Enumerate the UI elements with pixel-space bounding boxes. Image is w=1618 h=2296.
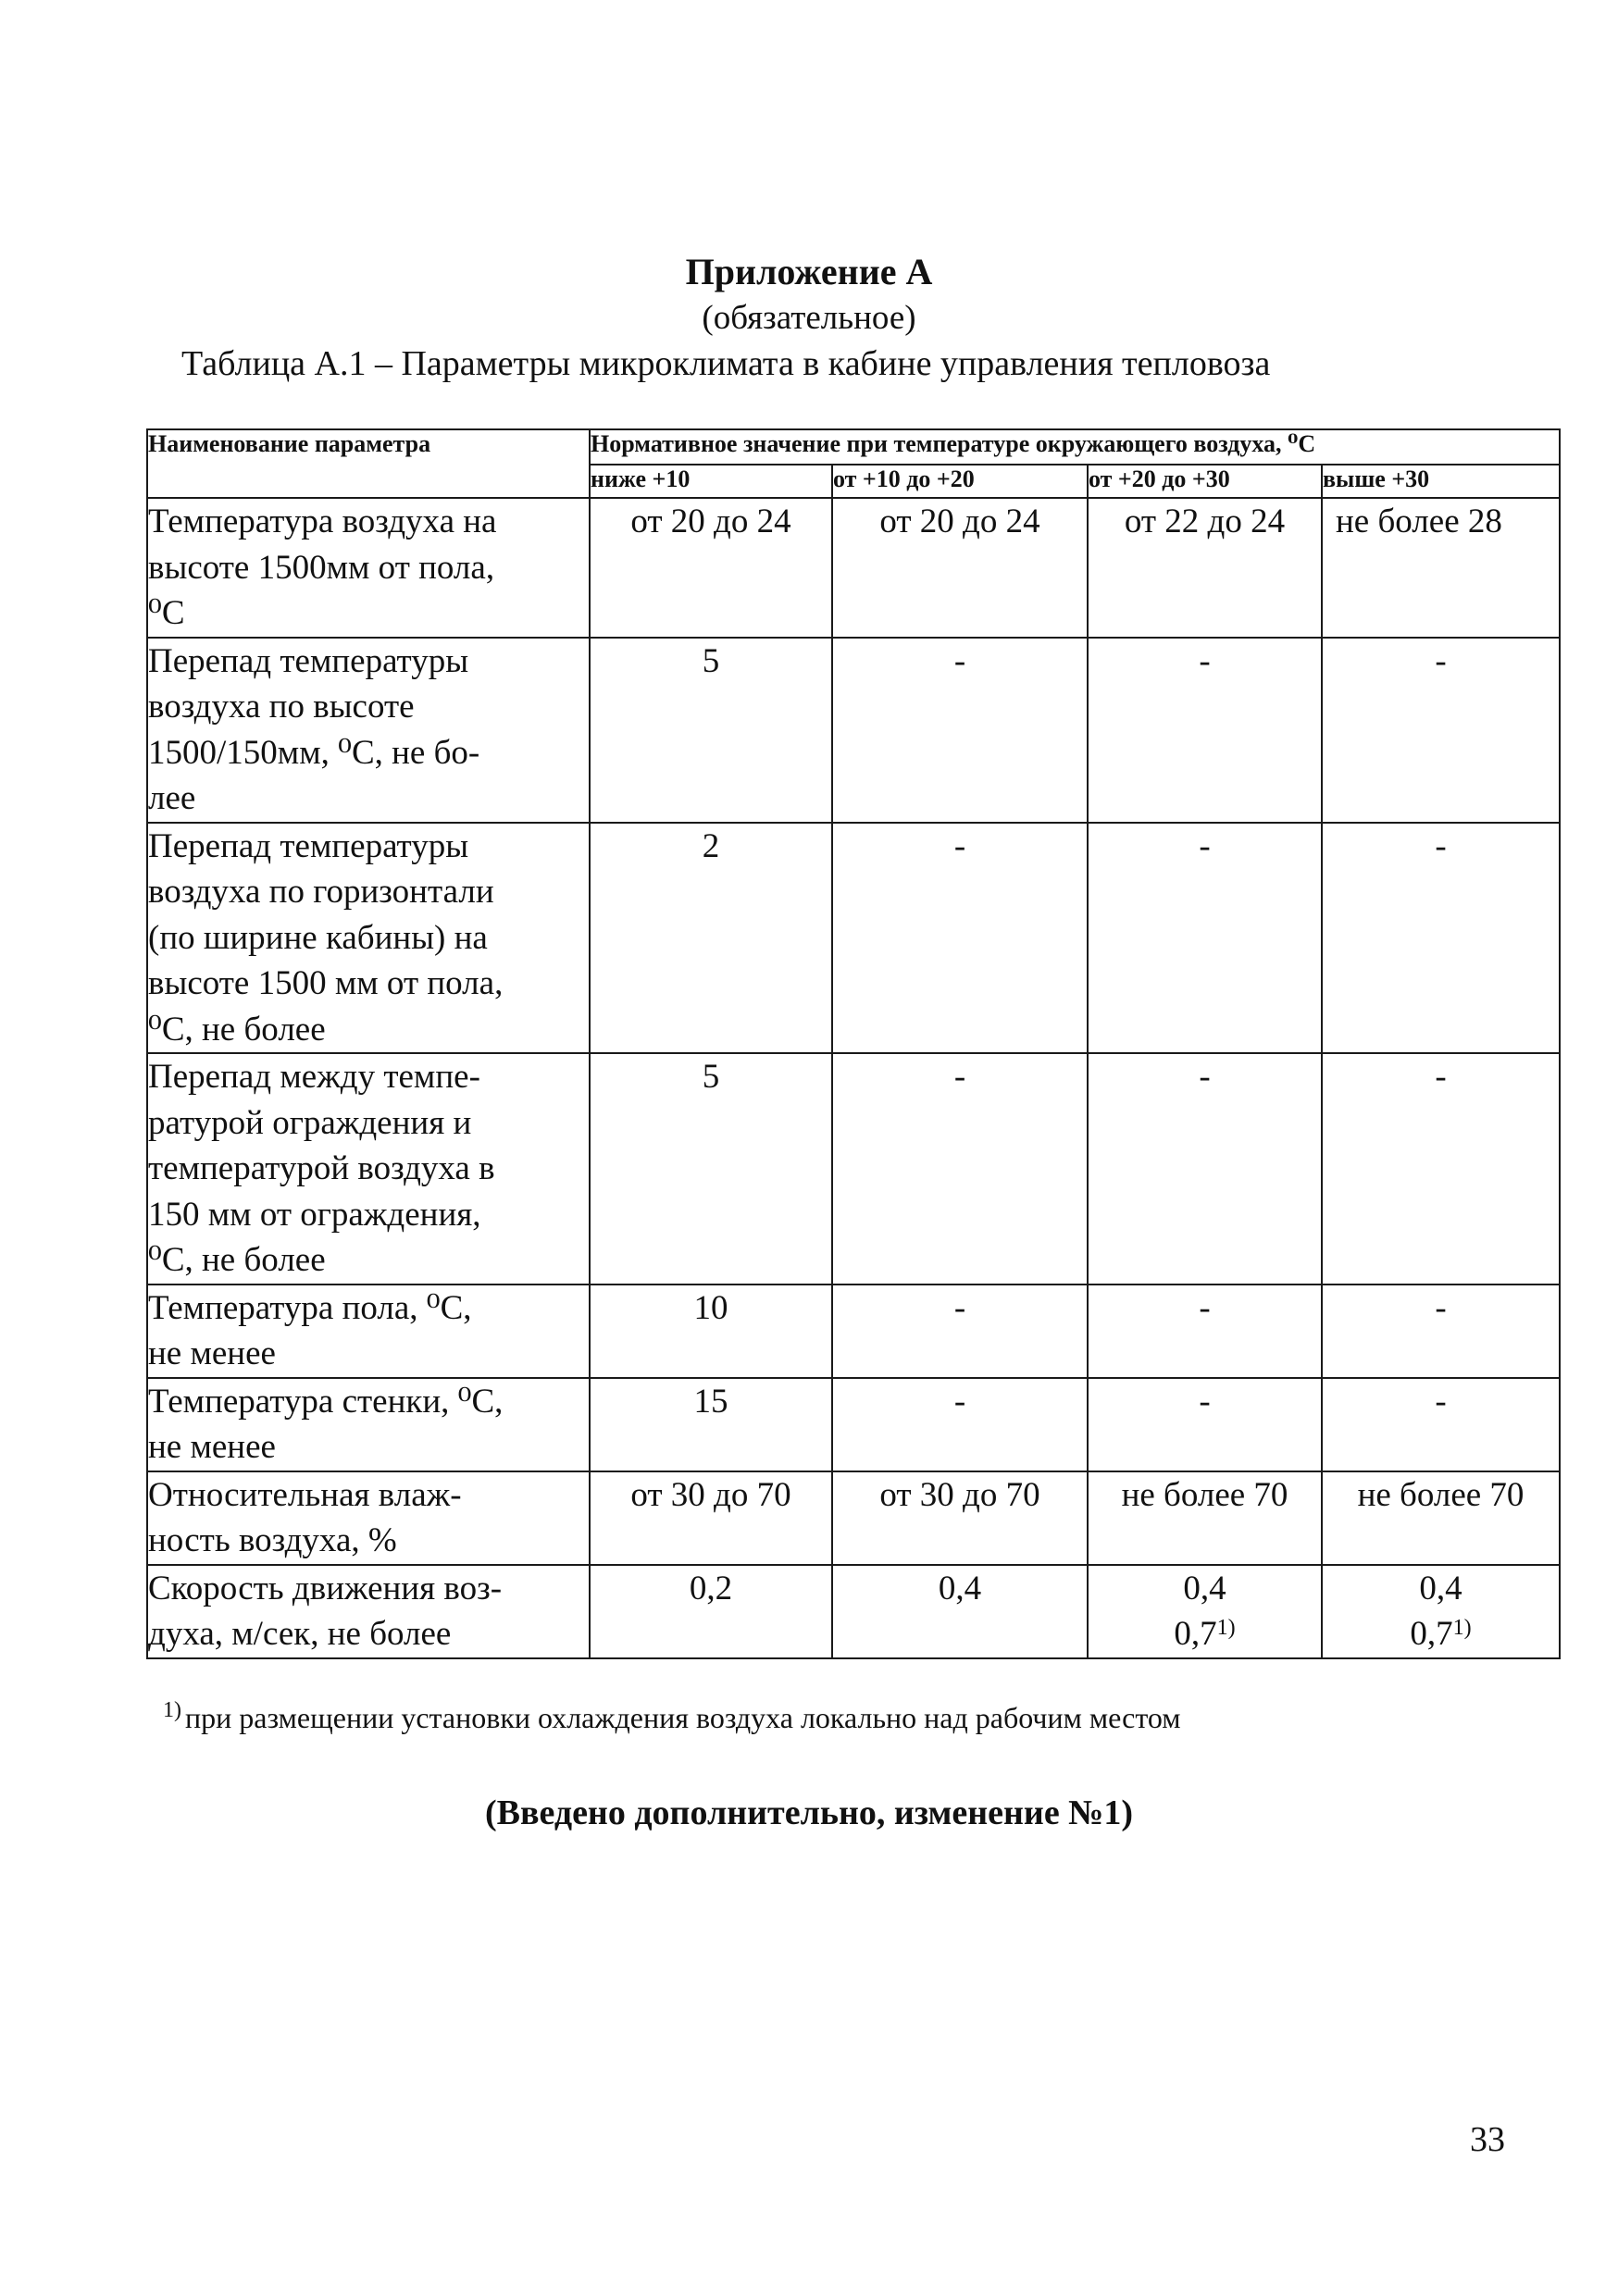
value-cell <box>1088 1285 1322 1378</box>
value-cell <box>832 1285 1088 1378</box>
parameter-name-line: духа, м/сек, не более <box>148 1615 452 1653</box>
value-cell <box>1322 1471 1560 1565</box>
value-text: - <box>1435 641 1447 680</box>
value-text: не более 70 <box>1357 1475 1525 1514</box>
table-row <box>147 1378 1560 1471</box>
parameter-name-line: ⁰С, не более <box>148 1241 326 1279</box>
value-cell <box>1322 823 1560 1054</box>
value-cell <box>832 1053 1088 1285</box>
table-row <box>147 638 1560 823</box>
footnote <box>163 1698 1181 1735</box>
value-cell <box>1322 498 1560 638</box>
amendment-note: (Введено дополнительно, изменение №1) <box>484 1793 1134 1832</box>
value-extra <box>1323 1611 1559 1657</box>
table-row <box>147 1053 1560 1285</box>
table-body <box>147 498 1560 1658</box>
appendix-subtitle: (обязательное) <box>702 299 916 337</box>
value-extra-text: 0,7 <box>1410 1615 1453 1653</box>
value-cell <box>1322 1378 1560 1471</box>
value-extra <box>1089 1611 1321 1657</box>
value-text: 0,4 <box>938 1569 982 1607</box>
value-cell <box>1322 1285 1560 1378</box>
value-cell <box>1322 1565 1560 1658</box>
parameter-name-cell <box>147 1378 590 1471</box>
parameter-name-line: ⁰С <box>148 594 185 632</box>
parameter-name-line: ратурой ограждения и <box>148 1103 472 1142</box>
parameter-name-line: Скорость движения воз- <box>148 1569 503 1607</box>
value-cell <box>590 1471 832 1565</box>
value-text: 15 <box>693 1382 728 1421</box>
parameter-name-line: ⁰С, не более <box>148 1010 326 1049</box>
table-row <box>147 823 1560 1054</box>
footnote-ref: 1) <box>1216 1616 1236 1640</box>
table-row <box>147 1285 1560 1378</box>
value-cell <box>1088 498 1322 638</box>
value-text: 0,4 <box>1183 1569 1226 1607</box>
parameter-name-line: (по ширине кабины) на <box>148 918 488 957</box>
value-cell <box>1088 1378 1322 1471</box>
value-cell <box>832 1471 1088 1565</box>
value-text: не более 28 <box>1336 503 1502 540</box>
microclimate-table <box>146 428 1561 1659</box>
parameter-name-line: температурой воздуха в <box>148 1149 495 1187</box>
value-cell <box>1088 823 1322 1054</box>
parameter-name-cell <box>147 638 590 823</box>
parameter-name-line: Температура стенки, ⁰С, <box>148 1382 504 1421</box>
column-header: выше +30 <box>1322 465 1560 498</box>
value-text: - <box>1199 1382 1211 1421</box>
parameter-name-line: Температура воздуха на <box>148 503 497 540</box>
value-cell <box>1322 1053 1560 1285</box>
value-text: 0,2 <box>689 1569 733 1607</box>
value-cell <box>832 1565 1088 1658</box>
table-row <box>147 1471 1560 1565</box>
parameter-name-line: не менее <box>148 1334 276 1372</box>
value-cell <box>590 1378 832 1471</box>
value-text: 5 <box>702 1058 720 1096</box>
value-text: не более 70 <box>1121 1475 1288 1514</box>
footnote-ref: 1) <box>1452 1616 1472 1640</box>
parameter-name-line: лее <box>148 779 196 817</box>
value-text: - <box>953 1058 966 1096</box>
parameter-name-line: воздуха по высоте <box>148 688 415 726</box>
value-text: - <box>1435 1382 1447 1421</box>
parameter-name-line: ность воздуха, % <box>148 1521 397 1559</box>
value-text: - <box>953 826 966 865</box>
value-cell <box>590 1565 832 1658</box>
value-text: от 20 до 24 <box>630 503 791 540</box>
value-text: от 20 до 24 <box>879 503 1040 540</box>
value-text: 0,4 <box>1419 1569 1462 1607</box>
parameter-name-line: высоте 1500мм от пола, <box>148 548 495 587</box>
value-text: - <box>1435 1288 1447 1327</box>
value-text: 5 <box>702 641 720 680</box>
column-header: от +20 до +30 <box>1088 465 1322 498</box>
parameter-name-cell <box>147 498 590 638</box>
value-text: - <box>953 641 966 680</box>
parameter-name-line: Перепад между темпе- <box>148 1058 480 1096</box>
table-row <box>147 498 1560 638</box>
parameter-name-line: воздуха по горизонтали <box>148 873 494 911</box>
column-header: от +10 до +20 <box>832 465 1088 498</box>
parameter-name-cell <box>147 823 590 1054</box>
value-text: - <box>1199 826 1211 865</box>
value-text: от 30 до 70 <box>879 1475 1040 1514</box>
value-text: - <box>953 1382 966 1421</box>
value-text: 10 <box>693 1288 728 1327</box>
value-cell <box>590 1053 832 1285</box>
value-text: - <box>953 1288 966 1327</box>
parameter-name-line: не менее <box>148 1428 276 1466</box>
table-row <box>147 1565 1560 1658</box>
value-cell <box>1088 1471 1322 1565</box>
page-number: 33 <box>1470 2120 1505 2159</box>
value-cell <box>1088 638 1322 823</box>
normative-value-header: Нормативное значение при температуре окружающего воздуха, ⁰С <box>590 429 1560 465</box>
value-text: - <box>1435 1058 1447 1096</box>
value-text: - <box>1199 1058 1211 1096</box>
parameter-name-line: Перепад температуры <box>148 826 469 865</box>
parameter-name-cell <box>147 1053 590 1285</box>
value-text: от 22 до 24 <box>1124 503 1286 540</box>
parameter-name-line: высоте 1500 мм от пола, <box>148 964 504 1002</box>
value-cell <box>832 498 1088 638</box>
value-cell <box>1322 638 1560 823</box>
value-cell <box>832 1378 1088 1471</box>
parameter-name-line: Относительная влаж- <box>148 1475 462 1514</box>
value-cell <box>590 823 832 1054</box>
parameter-name-line: Температура пола, ⁰С, <box>148 1288 472 1327</box>
parameter-name-line: Перепад температуры <box>148 641 469 680</box>
value-text: от 30 до 70 <box>630 1475 791 1514</box>
value-cell <box>832 638 1088 823</box>
table-caption: Таблица А.1 – Параметры микроклимата в кабине управления тепловоза <box>181 344 1271 383</box>
value-text: - <box>1199 641 1211 680</box>
footnote-text: при размещении установки охлаждения воздуха локально над рабочим местом <box>185 1701 1181 1734</box>
value-text: - <box>1435 826 1447 865</box>
appendix-title: Приложение А <box>685 251 933 292</box>
footnote-mark: 1) <box>163 1698 181 1722</box>
value-cell <box>590 498 832 638</box>
parameter-name-line: 150 мм от ограждения, <box>148 1195 481 1234</box>
parameter-name-cell <box>147 1471 590 1565</box>
parameter-name-cell <box>147 1285 590 1378</box>
value-cell <box>1088 1053 1322 1285</box>
value-cell <box>1088 1565 1322 1658</box>
parameter-name-line: 1500/150мм, ⁰С, не бо- <box>148 733 480 772</box>
value-text: 2 <box>702 826 720 865</box>
value-extra-text: 0,7 <box>1174 1615 1217 1653</box>
parameter-name-cell <box>147 1565 590 1658</box>
column-header: ниже +10 <box>590 465 832 498</box>
value-cell <box>590 1285 832 1378</box>
param-name-header: Наименование параметра <box>147 429 590 498</box>
value-cell <box>590 638 832 823</box>
value-text: - <box>1199 1288 1211 1327</box>
value-cell <box>832 823 1088 1054</box>
